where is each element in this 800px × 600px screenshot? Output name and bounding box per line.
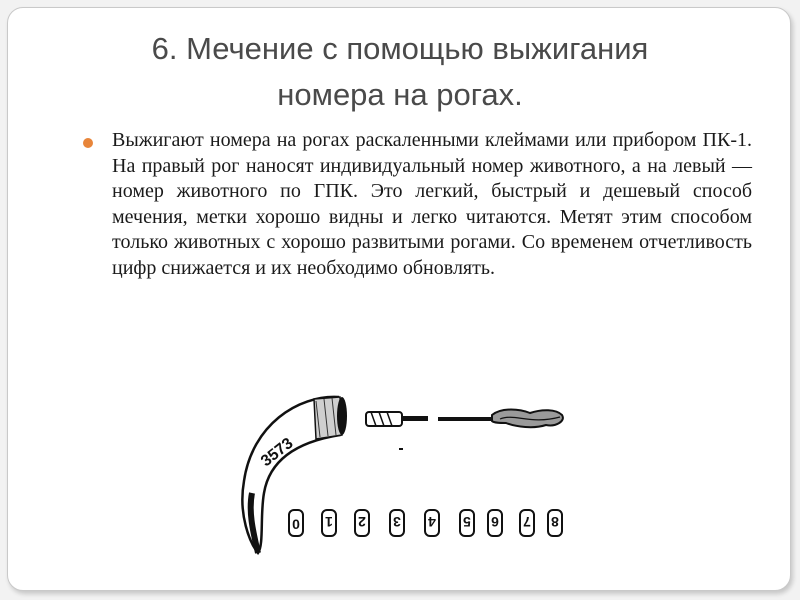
digit-stamp-label: 1 [325,514,333,530]
digit-stamp-label: 6 [491,514,499,530]
digit-stamp [289,510,303,536]
digit-stamp-label: 0 [292,516,300,532]
horn-branding-illustration [230,385,580,565]
digit-stamp [390,510,404,536]
digit-stamp-label: 5 [463,514,471,530]
horn-number: 3573 [257,434,297,471]
digit-stamp-label: 2 [358,514,366,530]
body-paragraph: Выжигают номера на рогах раскаленными клеймами или прибором ПК-1. На правый рог наносят индивидуальный номер животного, а на левый — номер животного по ГПК. Это легкий, быстрый и дешевый способ мечения, метки хорошо видны и легко читаются. Метят этим способом только животных с хорошо развитыми рогами. Со временем отчетливость цифр снижается и их необходимо обновлять. [112,129,752,279]
digit-stamp [488,510,502,536]
digit-stamps [289,510,562,536]
title-line-2: номера на рогах. [277,77,523,112]
digit-stamp [460,510,474,536]
digit-stamp-label: 8 [551,514,559,530]
digit-stamp [548,510,562,536]
digit-stamp-label: 7 [523,514,531,530]
digit-stamp [425,510,439,536]
digit-stamp [322,510,336,536]
slide-title [60,26,740,118]
bullet-point [83,138,93,148]
digit-stamp [355,510,369,536]
digit-stamp-label: 4 [428,514,436,530]
branding-device [366,410,563,450]
title-line-1: 6. Мечение с помощью выжигания [151,31,649,66]
digit-stamp-label: 3 [393,514,401,530]
digit-stamp [520,510,534,536]
